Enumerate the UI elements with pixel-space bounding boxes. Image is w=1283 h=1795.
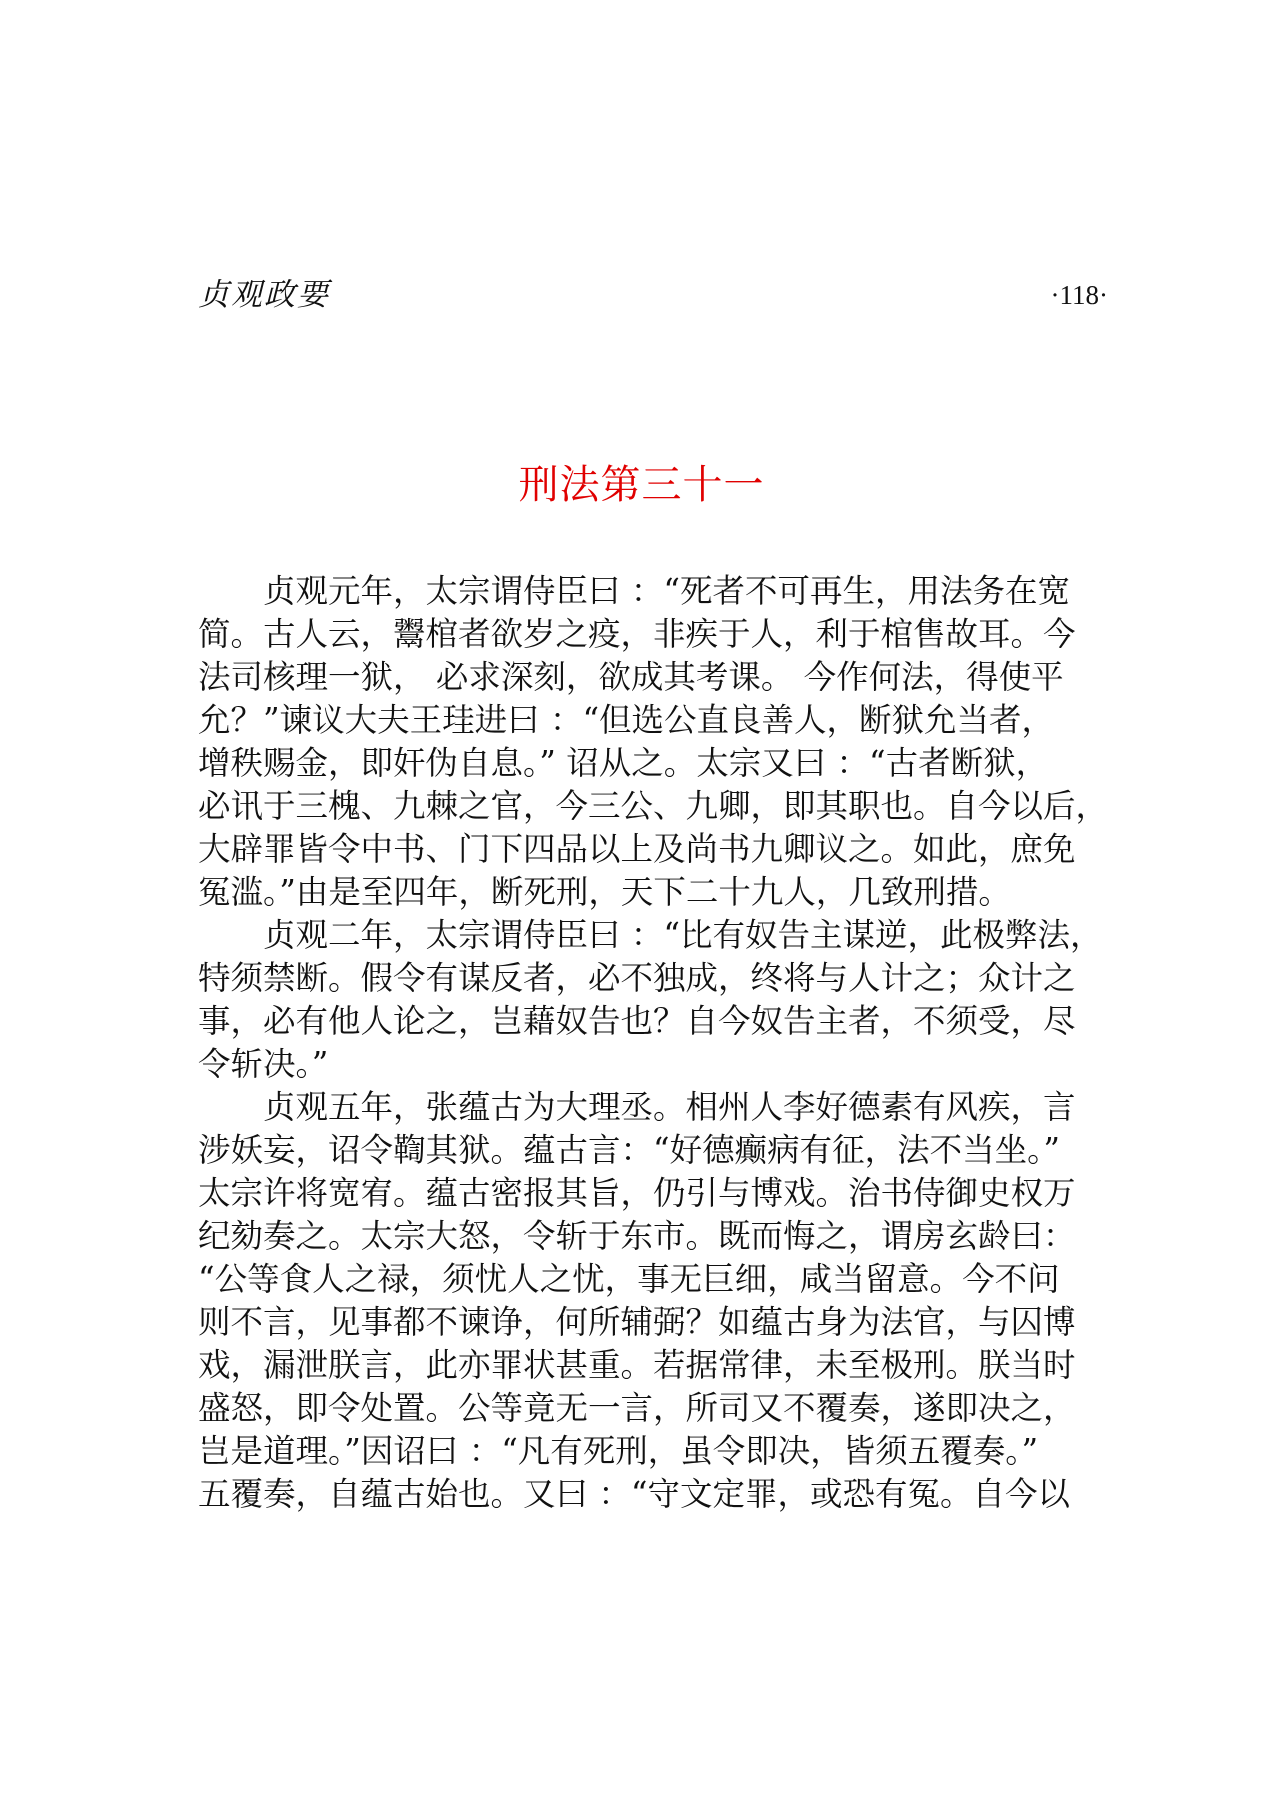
text-line: 令斩决。” [198, 1045, 329, 1083]
body-text [198, 570, 1108, 1516]
text-line: 法司核理一狱， 必求深刻，欲成其考课。 今作何法，得使平 [198, 658, 1064, 696]
text-line: 必讯于三槐、九棘之官，今三公、九卿，即其职也。自今以后， [198, 787, 1108, 825]
text-line: 允？”谏议大夫王珪进曰 ：“但选公直良善人，断狱允当者， [198, 701, 1055, 739]
chapter-title: 刑法第三十一 [518, 462, 765, 508]
text-line: 太宗许将宽宥。蕴古密报其旨，仍引与博戏。治书侍御史权万 [198, 1174, 1076, 1212]
page-number: ·118· [1050, 280, 1108, 310]
text-line: 岂是道理。”因诏曰 ：“凡有死刑，虽令即决，皆须五覆奏。” [198, 1432, 1039, 1470]
text-line: 则不言，见事都不谏诤，何所辅弼？如蕴古身为法官，与囚博 [198, 1303, 1076, 1341]
text-line: 盛怒，即令处置。公等竟无一言，所司又不覆奏，遂即决之， [198, 1389, 1076, 1427]
text-line: 事，必有他人论之，岂藉奴告也？自今奴告主者，不须受，尽 [198, 1002, 1076, 1040]
text-line: 简。古人云，鬻棺者欲岁之疫，非疾于人，利于棺售故耳。今 [198, 615, 1076, 653]
text-line: 纪劾奏之。太宗大怒，令斩于东市。既而悔之，谓房玄龄曰： [198, 1217, 1076, 1255]
text-line: 大辟罪皆令中书、门下四品以上及尚书九卿议之。如此，庶免 [198, 830, 1076, 868]
text-line: 增秩赐金，即奸伪自息。” 诏从之。太宗又曰 ：“古者断狱， [198, 744, 1049, 782]
text-line: 戏，漏泄朕言，此亦罪状甚重。若据常律，未至极刑。朕当时 [198, 1346, 1076, 1384]
text-line: 涉妖妄，诏令鞫其狱。蕴古言：“好德癫病有征，法不当坐。” [198, 1131, 1060, 1169]
text-line: 贞观五年，张蕴古为大理丞。相州人李好德素有风疾，言 [263, 1088, 1076, 1126]
text-line: “公等食人之禄，须忧人之忧，事无巨细，咸当留意。今不问 [198, 1260, 1060, 1298]
text-line: 五覆奏，自蕴古始也。又曰 ：“守文定罪，或恐有冤。自今以 [198, 1475, 1070, 1513]
text-line: 冤滥。”由是至四年，断死刑，天下二十九人，几致刑措。 [198, 873, 1011, 911]
text-line: 特须禁断。假令有谋反者，必不独成，终将与人计之；众计之 [198, 959, 1076, 997]
book-title: 贞观政要 [198, 277, 330, 313]
text-line: 贞观二年，太宗谓侍臣曰 ：“比有奴告主谋逆，此极弊法， [263, 916, 1103, 954]
text-line: 贞观元年，太宗谓侍臣曰 ：“死者不可再生，用法务在宽 [263, 572, 1070, 610]
running-header [198, 270, 1108, 320]
